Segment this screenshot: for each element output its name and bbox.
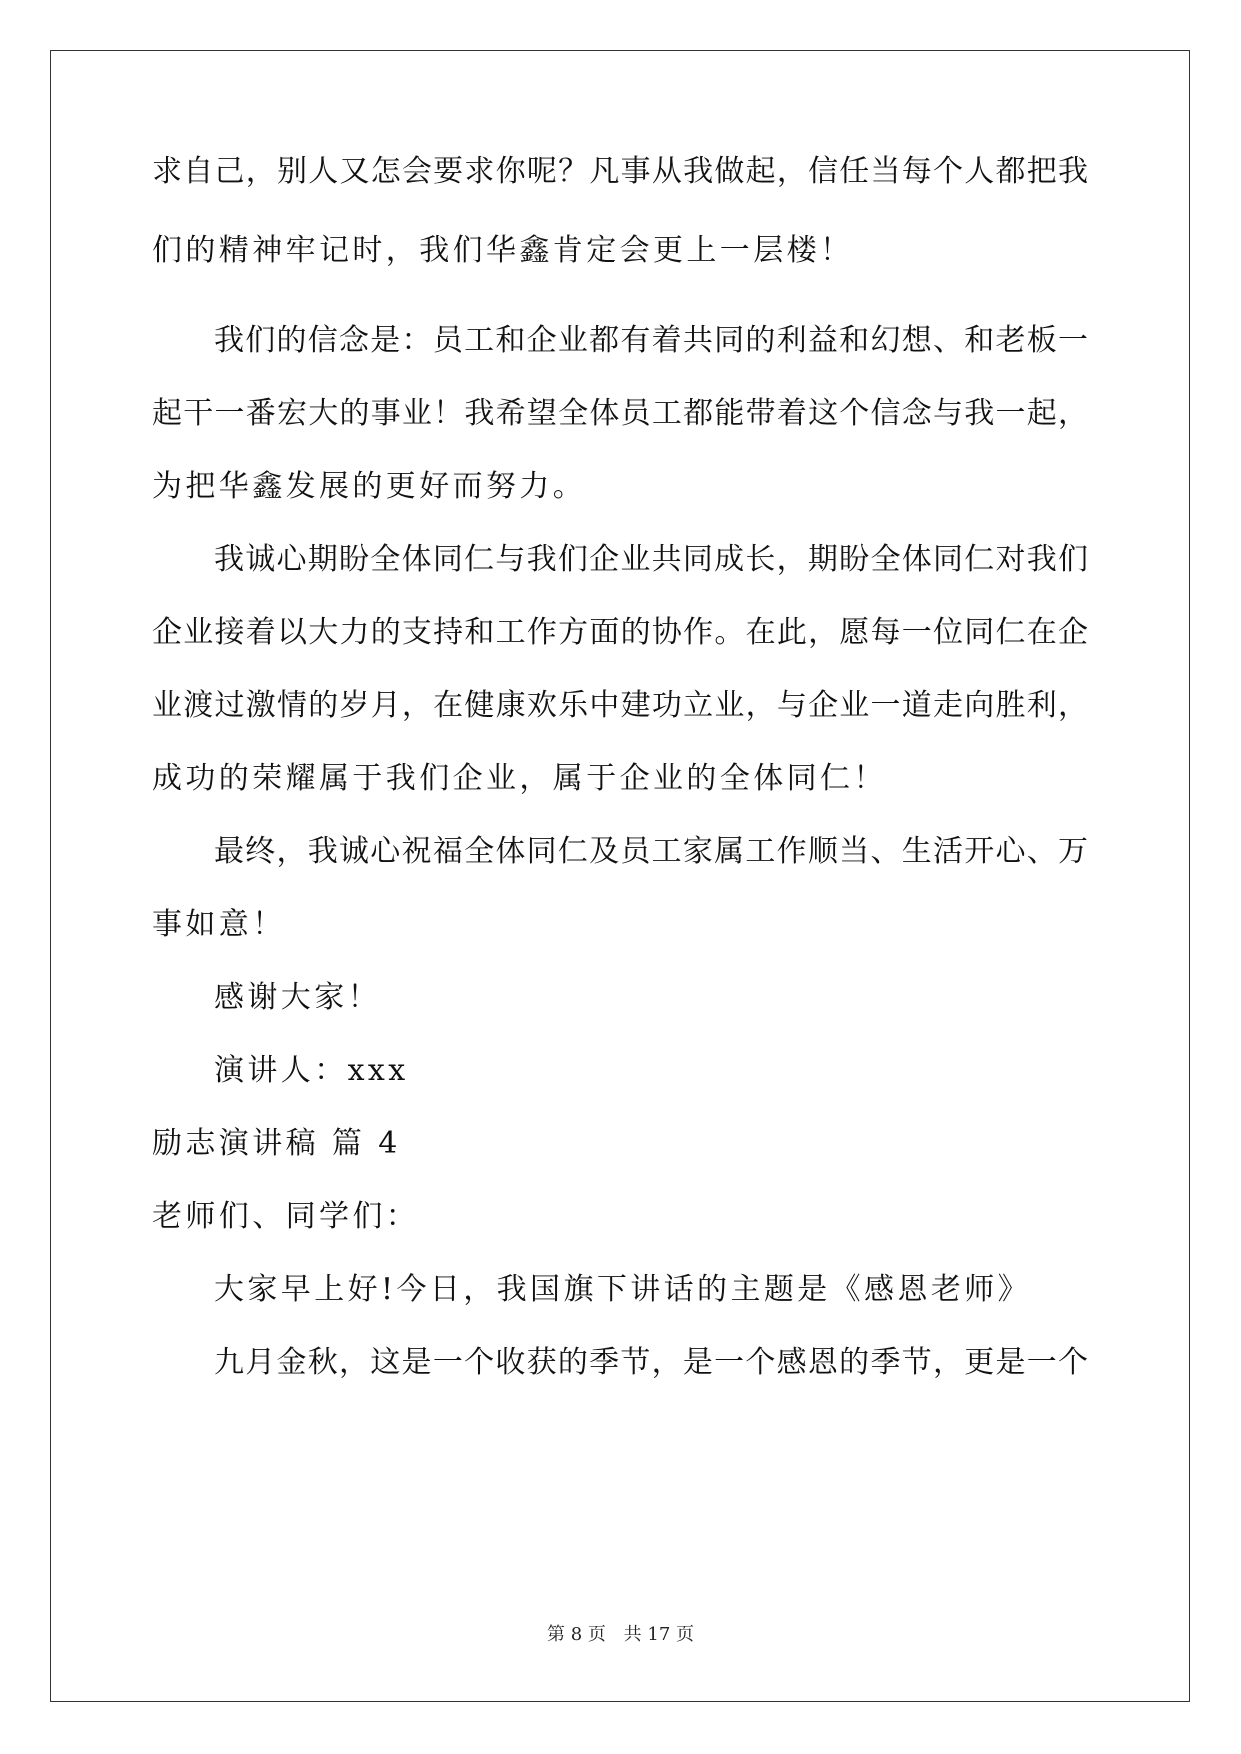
- section-heading: 励志演讲稿 篇 4: [152, 1126, 401, 1161]
- page-border: [50, 50, 1190, 1702]
- page-number: 第 8 页: [547, 1624, 606, 1645]
- text-line: 我们的信念是：员工和企业都有着共同的利益和幻想、和老板一: [214, 323, 1088, 358]
- text-line: 起干一番宏大的事业！我希望全体员工都能带着这个信念与我一起，: [152, 396, 1088, 431]
- text-line: 成功的荣耀属于我们企业，属于企业的全体同仁！: [152, 761, 887, 796]
- salutation: 老师们、同学们：: [152, 1199, 420, 1234]
- text-line: 求自己，别人又怎会要求你呢？凡事从我做起，信任当每个人都把我: [152, 154, 1088, 189]
- text-line: 为把华鑫发展的更好而努力。: [152, 469, 587, 504]
- text-line: 我诚心期盼全体同仁与我们企业共同成长，期盼全体同仁对我们: [214, 542, 1088, 577]
- text-line: 业渡过激情的岁月，在健康欢乐中建功立业，与企业一道走向胜利，: [152, 688, 1088, 723]
- text-line: 企业接着以大力的支持和工作方面的协作。在此，愿每一位同仁在企: [152, 615, 1088, 650]
- text-line: 事如意！: [152, 907, 286, 942]
- text-line: 们的精神牢记时，我们华鑫肯定会更上一层楼！: [152, 233, 854, 268]
- text-line: 感谢大家！: [214, 980, 381, 1015]
- page-footer: [0, 1623, 1241, 1647]
- text-line: 最终，我诚心祝福全体同仁及员工家属工作顺当、生活开心、万: [214, 834, 1088, 869]
- speaker-line: 演讲人：xxx: [214, 1053, 409, 1088]
- page-total: 共 17 页: [623, 1624, 694, 1645]
- text-line: 大家早上好!今日，我国旗下讲话的主题是《感恩老师》: [214, 1272, 1032, 1307]
- text-line: 九月金秋，这是一个收获的季节，是一个感恩的季节，更是一个: [214, 1345, 1088, 1380]
